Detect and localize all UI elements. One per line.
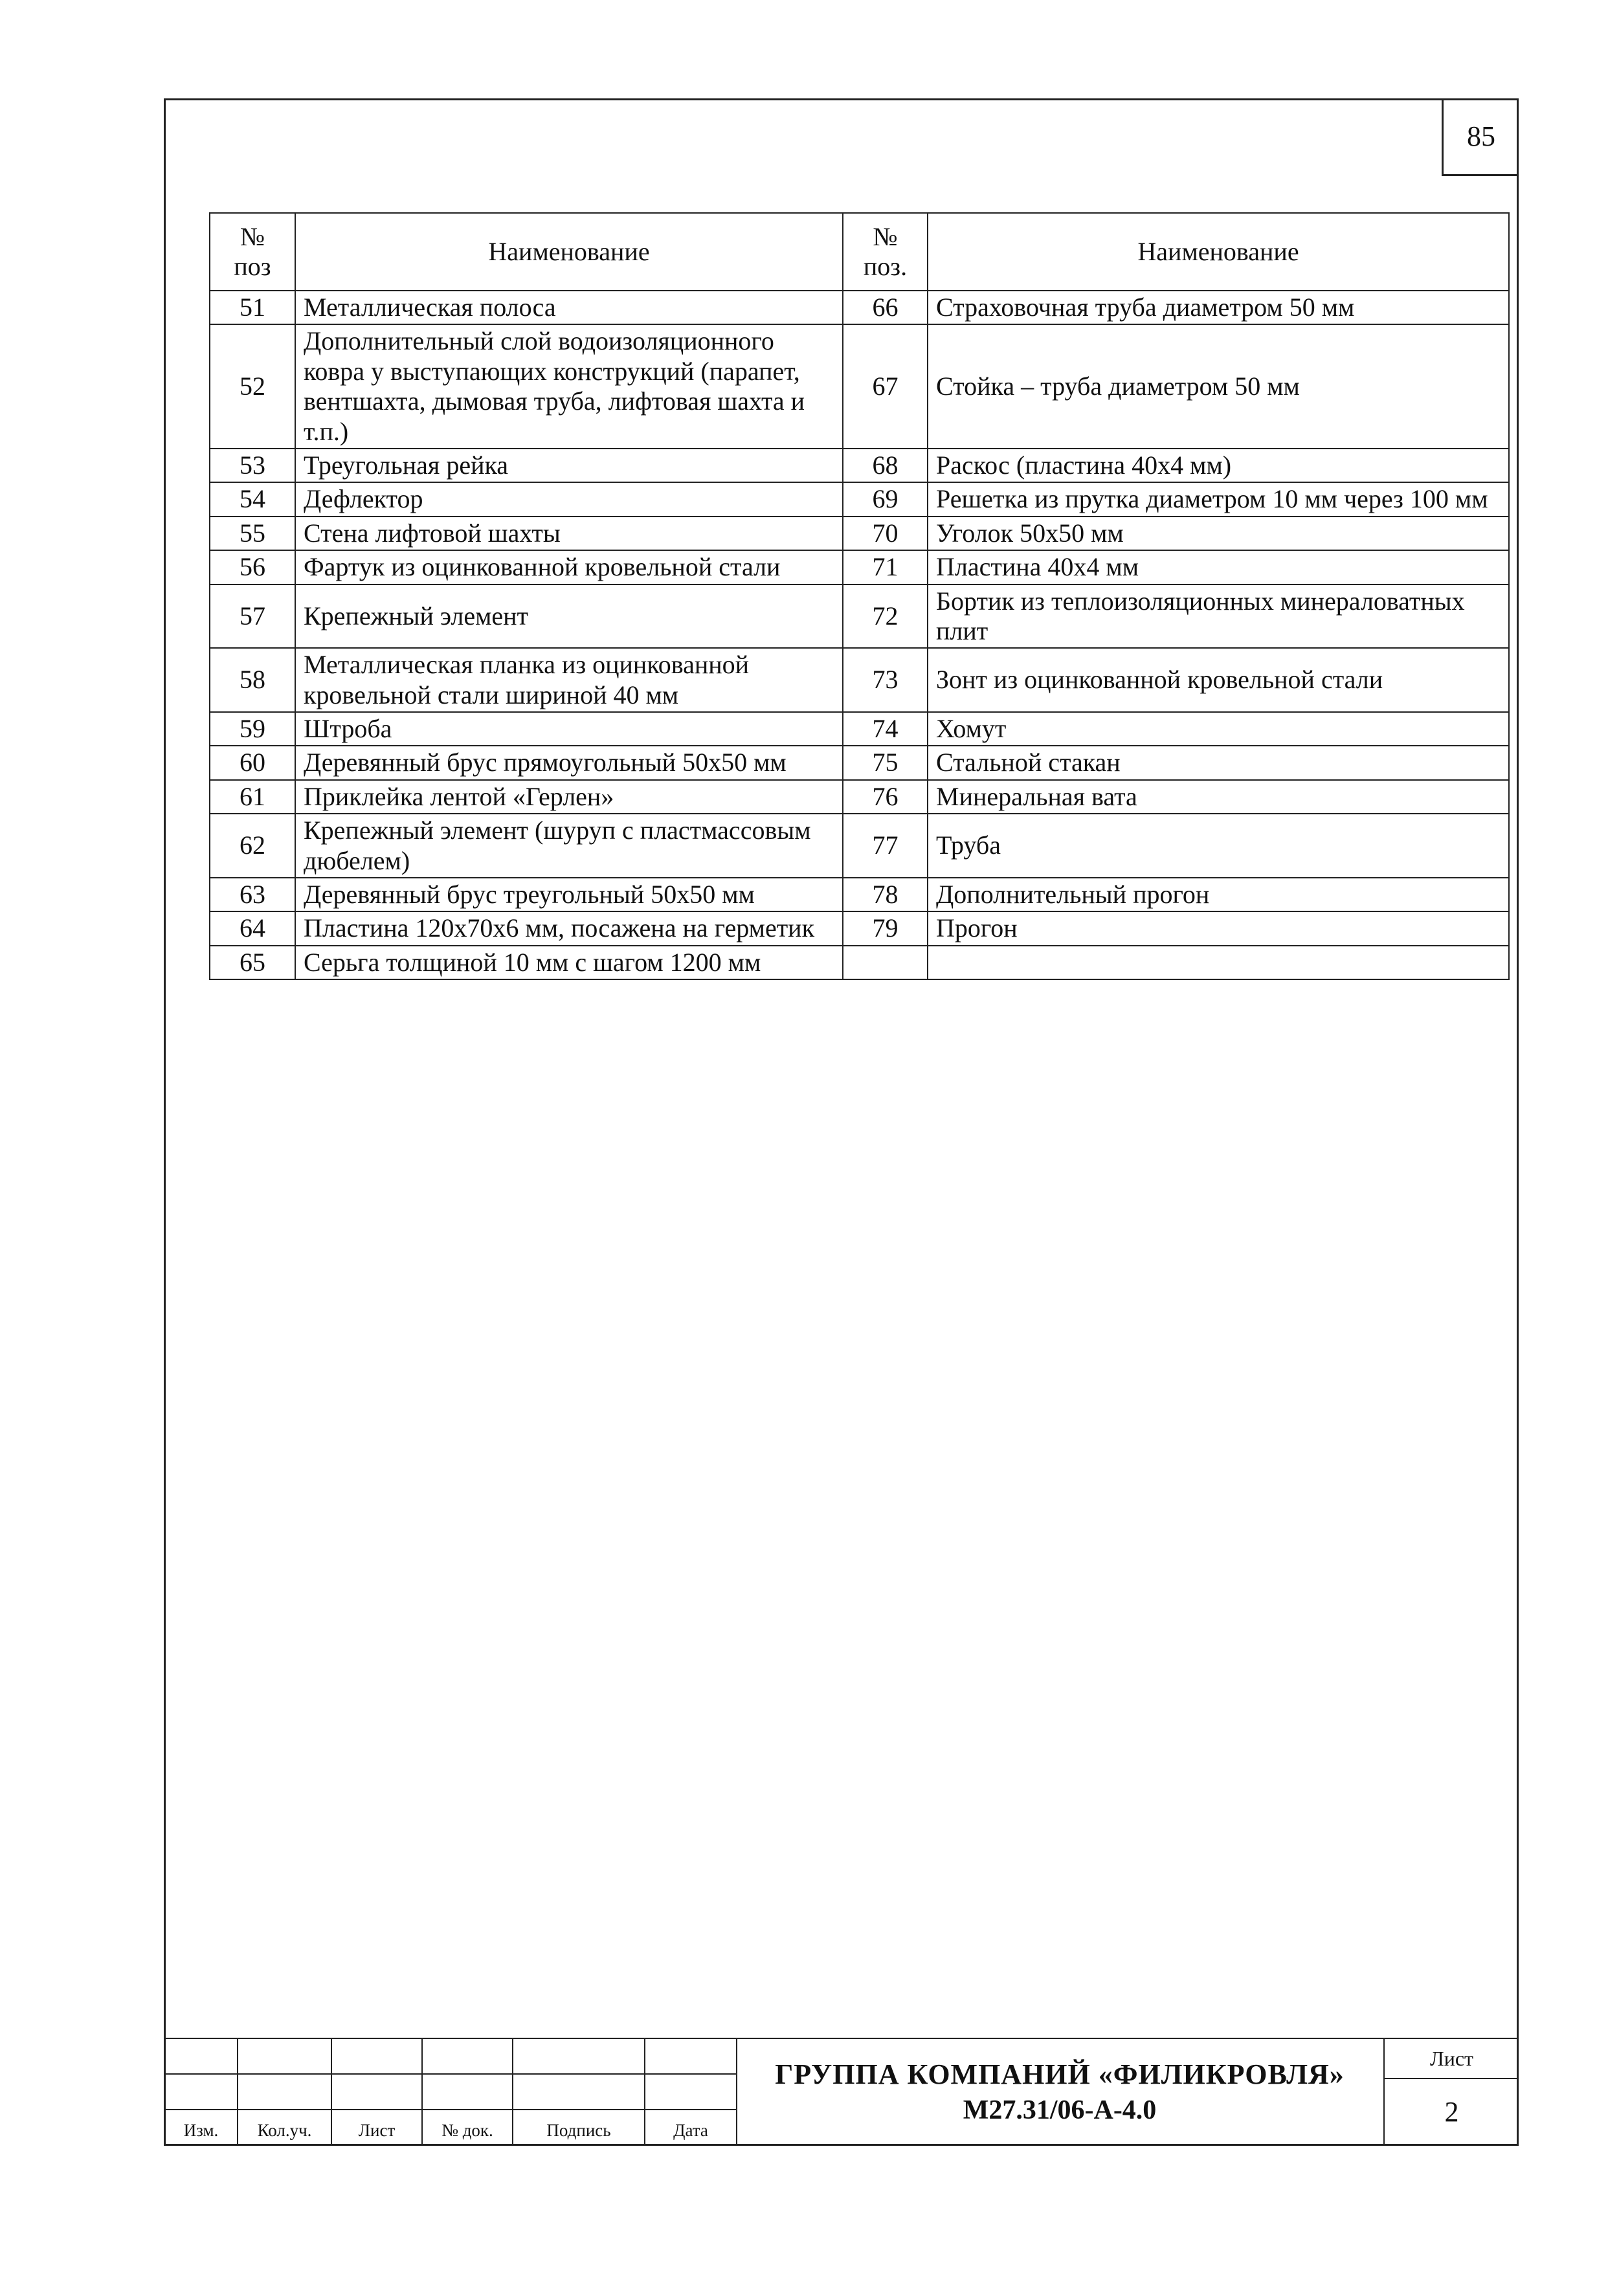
document-code: М27.31/06-А-4.0 bbox=[963, 2095, 1157, 2125]
revision-row bbox=[164, 2074, 737, 2110]
position-number-left: 59 bbox=[210, 712, 295, 746]
item-name-left: Деревянный брус прямоугольный 50х50 мм bbox=[295, 746, 843, 779]
col-list: Лист bbox=[331, 2110, 422, 2145]
item-name-right: Стальной стакан bbox=[928, 746, 1509, 779]
position-number-left: 53 bbox=[210, 449, 295, 482]
item-name-right: Решетка из прутка диаметром 10 мм через 100 мм bbox=[928, 482, 1509, 516]
position-number-left: 52 bbox=[210, 324, 295, 449]
position-number-left: 64 bbox=[210, 911, 295, 945]
revision-header-row bbox=[164, 2110, 737, 2145]
position-number-left: 57 bbox=[210, 585, 295, 649]
position-number-right: 76 bbox=[843, 780, 928, 814]
position-number-left: 54 bbox=[210, 482, 295, 516]
position-number-right bbox=[843, 946, 928, 979]
item-name-left: Треугольная рейка bbox=[295, 449, 843, 482]
header-pos-left: № поз bbox=[210, 213, 295, 291]
item-name-right: Раскос (пластина 40х4 мм) bbox=[928, 449, 1509, 482]
position-number-left: 65 bbox=[210, 946, 295, 979]
position-number-left: 60 bbox=[210, 746, 295, 779]
item-name-left: Металлическая планка из оцинкованной кровельной стали шириной 40 мм bbox=[295, 648, 843, 712]
position-number-left: 61 bbox=[210, 780, 295, 814]
position-number-right: 67 bbox=[843, 324, 928, 449]
position-number-right: 75 bbox=[843, 746, 928, 779]
item-name-right: Уголок 50х50 мм bbox=[928, 517, 1509, 550]
revision-row bbox=[164, 2038, 737, 2074]
revision-grid bbox=[164, 2038, 737, 2146]
position-number-left: 55 bbox=[210, 517, 295, 550]
table-row bbox=[210, 911, 1509, 945]
position-number-left: 58 bbox=[210, 648, 295, 712]
position-number-right: 66 bbox=[843, 291, 928, 324]
item-name-left: Деревянный брус треугольный 50х50 мм bbox=[295, 878, 843, 911]
table-row bbox=[210, 946, 1509, 979]
table-row bbox=[210, 712, 1509, 746]
item-name-right: Дополнительный прогон bbox=[928, 878, 1509, 911]
header-pos-right: № поз. bbox=[843, 213, 928, 291]
table-row bbox=[210, 517, 1509, 550]
position-number-right: 77 bbox=[843, 814, 928, 878]
position-number-left: 62 bbox=[210, 814, 295, 878]
item-name-right: Зонт из оцинкованной кровельной стали bbox=[928, 648, 1509, 712]
page-number: 85 bbox=[1442, 98, 1519, 176]
sheet-number: 2 bbox=[1444, 2095, 1459, 2128]
position-number-right: 69 bbox=[843, 482, 928, 516]
col-doc-number: № док. bbox=[422, 2110, 513, 2145]
table-body bbox=[210, 291, 1509, 979]
item-name-left: Крепежный элемент (шуруп с пластмассовым дюбелем) bbox=[295, 814, 843, 878]
col-date: Дата bbox=[645, 2110, 737, 2145]
item-name-right: Страховочная труба диаметром 50 мм bbox=[928, 291, 1509, 324]
position-number-right: 72 bbox=[843, 585, 928, 649]
table-row bbox=[210, 648, 1509, 712]
sheet-label: Лист bbox=[1385, 2039, 1519, 2079]
item-name-right: Прогон bbox=[928, 911, 1509, 945]
position-number-right: 71 bbox=[843, 550, 928, 584]
position-number-left: 56 bbox=[210, 550, 295, 584]
position-number-right: 78 bbox=[843, 878, 928, 911]
position-number-left: 63 bbox=[210, 878, 295, 911]
item-name-right: Стойка – труба диаметром 50 мм bbox=[928, 324, 1509, 449]
header-name-right: Наименование bbox=[928, 213, 1509, 291]
table-row bbox=[210, 449, 1509, 482]
item-name-right: Минеральная вата bbox=[928, 780, 1509, 814]
position-number-left: 51 bbox=[210, 291, 295, 324]
col-signature: Подпись bbox=[513, 2110, 645, 2145]
table-row bbox=[210, 550, 1509, 584]
col-kol-uch: Кол.уч. bbox=[238, 2110, 331, 2145]
item-name-right bbox=[928, 946, 1509, 979]
item-name-left: Пластина 120х70х6 мм, посажена на герметик bbox=[295, 911, 843, 945]
item-name-left: Стена лифтовой шахты bbox=[295, 517, 843, 550]
position-number-right: 68 bbox=[843, 449, 928, 482]
item-name-left: Металлическая полоса bbox=[295, 291, 843, 324]
item-name-right: Пластина 40х4 мм bbox=[928, 550, 1509, 584]
item-name-left: Дефлектор bbox=[295, 482, 843, 516]
table-row bbox=[210, 780, 1509, 814]
table-row bbox=[210, 291, 1509, 324]
item-name-right: Хомут bbox=[928, 712, 1509, 746]
table-row bbox=[210, 324, 1509, 449]
position-number-right: 79 bbox=[843, 911, 928, 945]
header-name-left: Наименование bbox=[295, 213, 843, 291]
table-row bbox=[210, 746, 1509, 779]
table-row bbox=[210, 585, 1509, 649]
position-number-right: 74 bbox=[843, 712, 928, 746]
title-main bbox=[736, 2038, 1383, 2146]
col-izm: Изм. bbox=[164, 2110, 238, 2145]
specification-table bbox=[209, 212, 1510, 980]
company-name: ГРУППА КОМПАНИЙ «ФИЛИКРОВЛЯ» bbox=[775, 2058, 1345, 2090]
item-name-left: Серьга толщиной 10 мм с шагом 1200 мм bbox=[295, 946, 843, 979]
table-header-row bbox=[210, 213, 1509, 291]
table-row bbox=[210, 878, 1509, 911]
sheet-box bbox=[1383, 2038, 1519, 2146]
item-name-left: Крепежный элемент bbox=[295, 585, 843, 649]
title-block bbox=[164, 2038, 1519, 2146]
item-name-left: Фартук из оцинкованной кровельной стали bbox=[295, 550, 843, 584]
table-row bbox=[210, 814, 1509, 878]
table-row bbox=[210, 482, 1509, 516]
item-name-left: Штроба bbox=[295, 712, 843, 746]
item-name-right: Бортик из теплоизоляционных минераловатных плит bbox=[928, 585, 1509, 649]
position-number-right: 73 bbox=[843, 648, 928, 712]
item-name-left: Дополнительный слой водоизоляционного ковра у выступающих конструкций (парапет, вентшахта, дымовая труба, лифтовая шахта и т.п.) bbox=[295, 324, 843, 449]
item-name-left: Приклейка лентой «Герлен» bbox=[295, 780, 843, 814]
position-number-right: 70 bbox=[843, 517, 928, 550]
item-name-right: Труба bbox=[928, 814, 1509, 878]
